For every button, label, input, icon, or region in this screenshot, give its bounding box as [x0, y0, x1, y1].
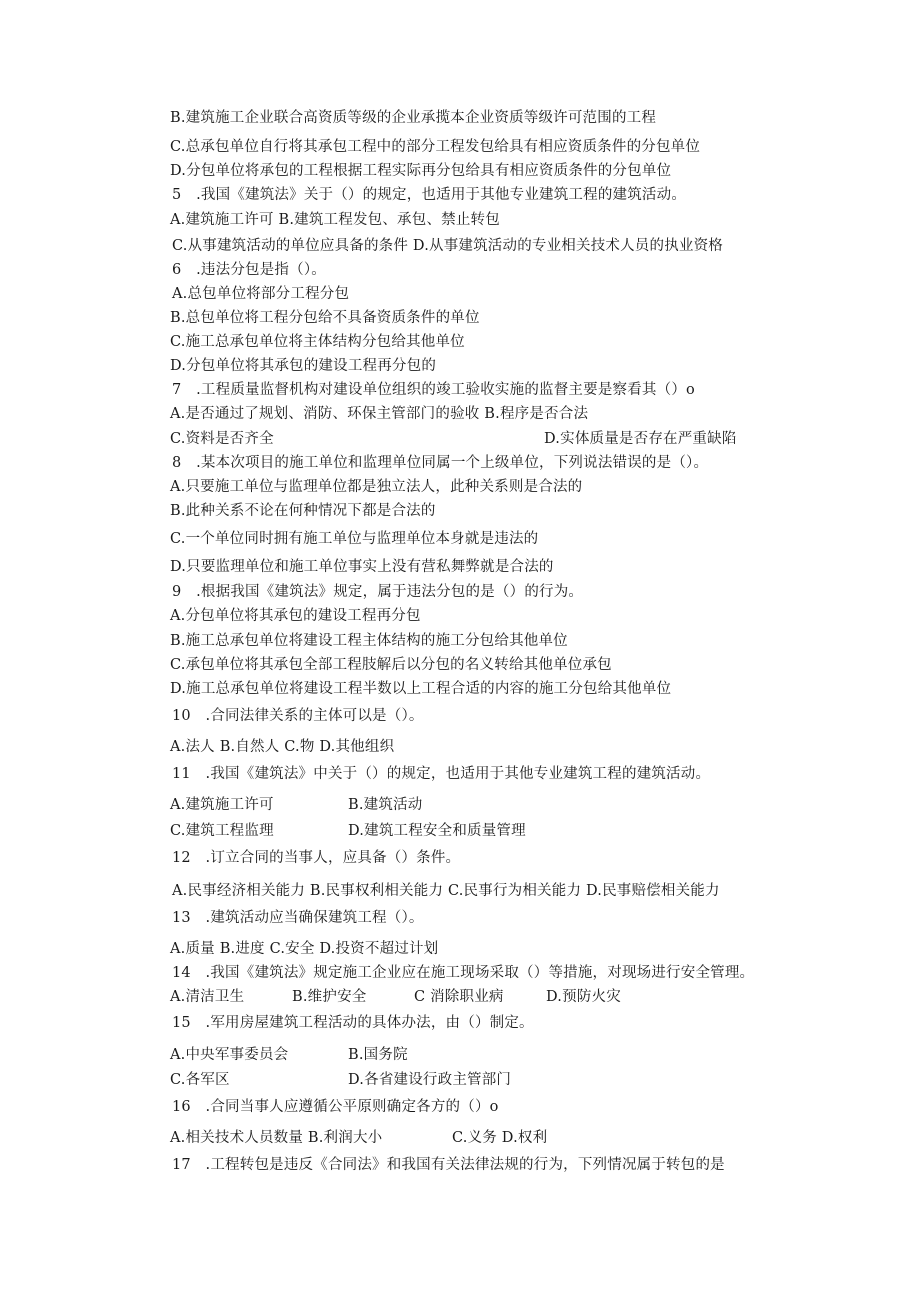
option-line: C.施工总承包单位将主体结构分包给其他单位	[170, 334, 465, 350]
question-line: 16 .合同当事人应遵循公平原则确定各方的（）o	[172, 1099, 499, 1115]
option-line: A.质量 B.进度 C.安全 D.投资不超过计划	[170, 941, 439, 957]
option-line: A.民事经济相关能力 B.民事权利相关能力 C.民事行为相关能力 D.民事赔偿相关能力	[172, 883, 720, 899]
option-c: C.资料是否齐全	[170, 431, 274, 447]
option-line: B.此种关系不论在何种情况下都是合法的	[170, 503, 436, 519]
option-line: A.总包单位将部分工程分包	[172, 286, 350, 302]
question-line: 13 .建筑活动应当确保建筑工程（）。	[172, 910, 424, 926]
option-line: B.施工总承包单位将建设工程主体结构的施工分包给其他单位	[170, 633, 568, 649]
option-line: B.总包单位将工程分包给不具备资质条件的单位	[170, 310, 480, 326]
question-line: 15 .军用房屋建筑工程活动的具体办法，由（）制定。	[172, 1015, 534, 1031]
question-line: 8 .某本次项目的施工单位和监理单位同属一个上级单位，下列说法错误的是（）。	[172, 455, 709, 471]
option-line: A.建筑施工许可 B.建筑工程发包、承包、禁止转包	[170, 212, 500, 228]
option-b: B.国务院	[348, 1047, 408, 1063]
option-line: D.施工总承包单位将建设工程半数以上工程合适的内容的施工分包给其他单位	[170, 681, 672, 697]
question-line: 6 .违法分包是指（）。	[172, 262, 326, 278]
text-line: B.建筑施工企业联合高资质等级的企业承揽本企业资质等级许可范围的工程	[170, 110, 657, 126]
option-a-b: A.相关技术人员数量 B.利润大小	[170, 1130, 383, 1146]
option-d: D.各省建设行政主管部门	[348, 1072, 512, 1088]
option-line: D.分包单位将其承包的建设工程再分包的	[170, 358, 437, 374]
option-line: C.从事建筑活动的单位应具备的条件 D.从事建筑活动的专业相关技术人员的执业资格	[172, 238, 724, 254]
question-line: 17 .工程转包是违反《合同法》和我国有关法律法规的行为，下列情况属于转包的是	[172, 1157, 725, 1173]
question-line: 5 .我国《建筑法》关于（）的规定，也适用于其他专业建筑工程的建筑活动。	[172, 187, 687, 203]
question-line: 11 .我国《建筑法》中关于（）的规定，也适用于其他专业建筑工程的建筑活动。	[172, 766, 711, 782]
option-c-d: C.义务 D.权利	[452, 1130, 548, 1146]
option-a: A.中央军事委员会	[170, 1047, 289, 1063]
option-line: C.一个单位同时拥有施工单位与监理单位本身就是违法的	[170, 531, 539, 547]
option-c: C 消除职业病	[414, 989, 504, 1005]
option-d: D.建筑工程安全和质量管理	[348, 823, 526, 839]
option-b: B.维护安全	[292, 989, 367, 1005]
option-line: A.法人 B.自然人 C.物 D.其他组织	[170, 739, 395, 755]
question-line: 12 .订立合同的当事人，应具备（）条件。	[172, 850, 461, 866]
option-c: C.各军区	[170, 1072, 230, 1088]
option-b: B.建筑活动	[348, 797, 423, 813]
option-line: A.分包单位将其承包的建设工程再分包	[170, 608, 421, 624]
option-d: D.预防火灾	[546, 989, 621, 1005]
option-line: D.只要监理单位和施工单位事实上没有营私舞弊就是合法的	[170, 559, 554, 575]
question-line: 10 .合同法律关系的主体可以是（）。	[172, 708, 424, 724]
option-c: C.建筑工程监理	[170, 823, 274, 839]
text-line: C.总承包单位自行将其承包工程中的部分工程发包给具有相应资质条件的分包单位	[170, 139, 701, 155]
option-d: D.实体质量是否存在严重缺陷	[544, 431, 737, 447]
question-line: 7 .工程质量监督机构对建设单位组织的竣工验收实施的监督主要是察看其（）o	[172, 382, 695, 398]
question-line: 9 .根据我国《建筑法》规定，属于违法分包的是（）的行为。	[172, 584, 584, 600]
text-line: D.分包单位将承包的工程根据工程实际再分包给具有相应资质条件的分包单位	[170, 163, 672, 179]
option-line: C.承包单位将其承包全部工程肢解后以分包的名义转给其他单位承包	[170, 657, 612, 673]
option-line: A.只要施工单位与监理单位都是独立法人，此种关系则是合法的	[170, 479, 583, 495]
question-line: 14 .我国《建筑法》规定施工企业应在施工现场采取（）等措施，对现场进行安全管理。	[172, 965, 755, 981]
option-a: A.清洁卫生	[170, 989, 245, 1005]
option-line: A.是否通过了规划、消防、环保主管部门的验收 B.程序是否合法	[170, 406, 589, 422]
option-a: A.建筑施工许可	[170, 797, 274, 813]
